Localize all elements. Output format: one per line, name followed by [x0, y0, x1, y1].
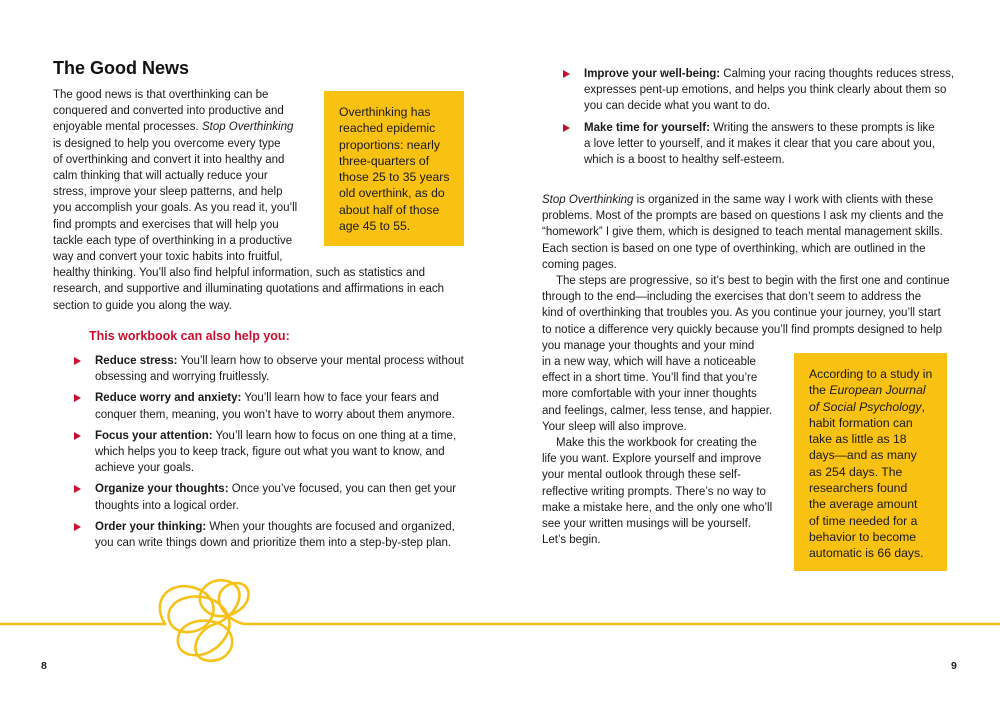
text-line: stress, improve your sleep patterns, and help [53, 186, 283, 199]
text-line: The good news is that overthinking can be [53, 89, 269, 101]
text-line: you accomplish your goals. As you read it, you’ll [53, 202, 298, 215]
callout-line: the average amount [809, 497, 918, 512]
callout-line: three-quarters of [339, 153, 430, 168]
list-item: Order your thinking: When your thoughts are focused and organized, you can write things down and prioritize them into a step-by-step plan. [74, 519, 474, 551]
callout-line: According to a study in [809, 367, 933, 381]
text-line: make a mistake here, and the only one who’ll [542, 501, 773, 514]
text-line: The steps are progressive, so it’s best to begin with the first one and continue [556, 275, 950, 288]
text-line: in a new way, which will have a noticeable [542, 356, 756, 369]
text-line: enjoyable mental processes. Stop Overthinking [53, 121, 294, 134]
callout-line: of time needed for a [809, 513, 918, 528]
text-line: conquered and converted into productive and [53, 105, 284, 118]
text-line: reflective writing prompts. There’s no way to [542, 485, 766, 498]
callout-line: reached epidemic [339, 121, 436, 136]
list-item: Reduce worry and anxiety: You’ll learn how to face your fears and conquer them, meaning, you won’t have to worry about them anymore. [74, 390, 474, 422]
callout-line: days—and as many [809, 448, 917, 463]
list-item: Improve your well-being: Calming your racing thoughts reduces stress, expresses pent-up emotions, and helps you think clearly about them so you can decide what you want to do. [563, 66, 963, 115]
page-number-left: 8 [41, 660, 47, 672]
text-line: life you want. Explore yourself and improve [542, 453, 762, 466]
stat-callout-box [324, 91, 464, 246]
benefits-list [74, 353, 474, 551]
benefits-list-continued [563, 66, 963, 168]
red-arrow-bullet-icon [563, 70, 570, 78]
list-item: Make time for yourself: Writing the answers to these prompts is like a love letter to yourself, and it makes it clear that you care about you, which is a boost to healthy self-esteem. [563, 120, 963, 169]
text-line: calm thinking that will actually reduce your [53, 170, 268, 183]
text-line: “homework” I give them, which is designed to teach mental management skills. [542, 226, 943, 239]
text-line: healthy thinking. You’ll also find helpful information, such as statistics and [53, 267, 426, 280]
tangled-scribble-line-icon [0, 560, 1000, 670]
text-line: through to the end—including the exercises that don’t seem to address the [542, 291, 922, 304]
text-line: section to guide you along the way. [53, 299, 232, 312]
callout-line: age 45 to 55. [339, 219, 411, 234]
research-callout-box [794, 353, 947, 571]
text-line: tackle each type of overthinking in a productive [53, 234, 293, 247]
callout-line: those 25 to 35 years [339, 170, 450, 185]
list-item: Focus your attention: You’ll learn how to focus on one thing at a time, which helps you to keep track, figure out what you want to know, and achieve your goals. [74, 428, 474, 477]
text-line: more comfortable with your inner thoughts [542, 388, 757, 401]
text-line: Each section is based on one type of overthinking, which are outlined in the [542, 242, 926, 255]
text-line: to notice a difference very quickly because you’ll find prompts designed to help [542, 323, 942, 336]
benefits-subheading: This workbook can also help you: [89, 329, 290, 343]
red-arrow-bullet-icon [74, 432, 81, 440]
page-number-right: 9 [951, 660, 957, 672]
text-line: research, and supportive and illuminating quotations and affirmations in each [53, 283, 445, 296]
callout-line: of Social Psychology, [809, 399, 925, 414]
text-line: Make this the workbook for creating the [556, 437, 757, 450]
red-arrow-bullet-icon [74, 394, 81, 402]
red-arrow-bullet-icon [74, 485, 81, 493]
list-item: Reduce stress: You’ll learn how to observe your mental process without obsessing and worrying fruitlessly. [74, 353, 474, 385]
callout-line: old overthink, as do [339, 186, 445, 201]
callout-line: automatic is 66 days. [809, 546, 924, 561]
text-line: problems. Most of the prompts are based on questions I ask my clients and the [542, 210, 944, 223]
text-line: coming pages. [542, 258, 617, 271]
list-item: Organize your thoughts: Once you’ve focused, you can then get your thoughts into a logical order. [74, 481, 474, 513]
callout-line: Overthinking has [339, 105, 431, 119]
text-line: and feelings, calmer, less tense, and happier. [542, 404, 773, 417]
text-line: your mental outlook through these self- [542, 469, 741, 482]
text-line: way and convert your toxic habits into fruitful, [53, 251, 283, 264]
callout-line: habit formation can [809, 415, 913, 430]
callout-line: behavior to become [809, 529, 917, 544]
red-arrow-bullet-icon [74, 357, 81, 365]
text-line: Stop Overthinking is organized in the same way I work with clients with these [542, 194, 934, 206]
text-line: is designed to help you overcome every type [53, 137, 281, 150]
text-line: find prompts and exercises that will help you [53, 218, 279, 231]
callout-line: take as little as 18 [809, 432, 907, 447]
text-line: you manage your thoughts and your mind [542, 339, 755, 352]
callout-line: proportions: nearly [339, 137, 440, 152]
red-arrow-bullet-icon [563, 124, 570, 132]
text-line: Your sleep will also improve. [542, 420, 687, 433]
red-arrow-bullet-icon [74, 523, 81, 531]
callout-line: as 254 days. The [809, 464, 903, 479]
text-line: see your written musings will be yourself. [542, 518, 751, 531]
text-line: effect in a short time. You’ll find that you’re [542, 372, 758, 385]
text-line: of overthinking and convert it into healthy and [53, 153, 285, 166]
text-line: kind of overthinking that troubles you. As you continue your journey, you’ll start [542, 307, 941, 320]
callout-line: about half of those [339, 202, 440, 217]
callout-line: researchers found [809, 481, 908, 496]
callout-line: the European Journal [809, 383, 926, 398]
text-line: Let’s begin. [542, 534, 601, 547]
section-heading: The Good News [53, 58, 190, 78]
